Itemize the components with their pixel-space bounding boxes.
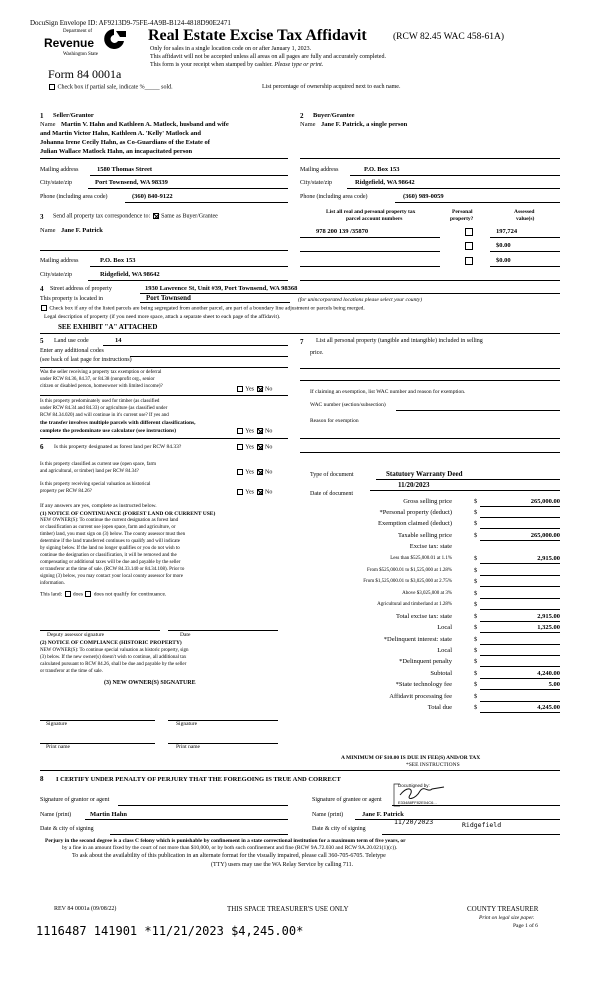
accessibility-line: To ask about the availability of this publication in an alternate format for the visually impaired, please call 360-705-6705. Teletype bbox=[72, 853, 386, 859]
dollar-sign: $ bbox=[474, 636, 478, 643]
legal-desc-label: Legal description of property (if you need more space, attach a separate sheet to each page of the affidavit). bbox=[44, 314, 281, 320]
tax-row-value[interactable]: 265,000.00 bbox=[530, 498, 560, 505]
tax-row-label: Total excise tax: state bbox=[395, 613, 452, 620]
dollar-sign: $ bbox=[474, 555, 478, 562]
buyer-heading: Buyer/Grantee bbox=[313, 112, 355, 119]
personal-property-checkbox[interactable] bbox=[465, 242, 473, 250]
buyer-city[interactable]: Ridgefield, WA 98642 bbox=[355, 179, 415, 186]
seller-name-label: Name bbox=[40, 121, 56, 128]
dept-name: Revenue bbox=[44, 36, 95, 50]
corr-name-label: Name bbox=[40, 227, 56, 234]
assessed-col-header: Assessed bbox=[514, 209, 535, 215]
deputy-signature-label: Deputy assessor signature bbox=[47, 632, 105, 638]
tax-row-line bbox=[480, 598, 560, 599]
s6-q1-answer: Yes No bbox=[236, 444, 272, 450]
grantee-date[interactable]: 11/20/2023 bbox=[394, 818, 434, 826]
buyer-mailing-label: Mailing address bbox=[300, 167, 339, 173]
personal-property-checkbox[interactable] bbox=[465, 257, 473, 265]
q2-answer: Yes No bbox=[236, 428, 272, 434]
q2-line: the transfer involves multiple parcels with different classifications, bbox=[40, 420, 196, 426]
tax-row-value[interactable]: 265,000.00 bbox=[530, 532, 560, 539]
dollar-sign: $ bbox=[474, 567, 478, 574]
landuse-label: Land use code bbox=[54, 338, 89, 344]
uninc-note: (for unincorporated locations please select your county) bbox=[298, 297, 423, 303]
buyer-name[interactable]: Jane F. Patrick, a single person bbox=[321, 121, 408, 128]
yes-checkbox[interactable] bbox=[237, 444, 243, 450]
corr-section-number: 3 bbox=[40, 213, 44, 221]
tax-row-line bbox=[480, 540, 560, 541]
tax-row-line bbox=[480, 563, 560, 564]
dollar-sign: $ bbox=[474, 693, 478, 700]
s6-q2: and agricultural, or timber) land per RCW 84.34? bbox=[40, 469, 139, 474]
tax-row-line bbox=[480, 678, 560, 679]
seller-name-line[interactable]: Martin V. Hahn and Kathleen A. Matlock, husband and wife bbox=[61, 121, 229, 128]
grantee-name[interactable]: Jane F. Patrick bbox=[362, 811, 404, 818]
tax-row-label: Local bbox=[437, 647, 452, 654]
notice1-line: continue the designation or classification, it will be removed and the bbox=[40, 553, 177, 558]
dollar-sign: $ bbox=[474, 681, 478, 688]
reason-label: Reason for exemption bbox=[310, 418, 359, 424]
doc-date-label: Date of document bbox=[310, 491, 353, 497]
dollar-sign: $ bbox=[474, 601, 478, 608]
seller-heading: Seller/Grantor bbox=[53, 112, 94, 119]
dollar-sign: $ bbox=[474, 498, 478, 505]
docusign-id: E33488FF82E04C6... bbox=[398, 800, 437, 805]
s6-q3: property per RCW 84.26? bbox=[40, 489, 92, 494]
treasurer-use: THIS SPACE TREASURER'S USE ONLY bbox=[227, 905, 349, 913]
legal-paper-note: Print on legal size paper. bbox=[479, 915, 535, 921]
property-street[interactable]: 1930 Lawrence St, Unit #39, Port Townsend, WA 98368 bbox=[145, 285, 298, 292]
wa-dor-logo-icon bbox=[100, 27, 128, 51]
tax-row-value[interactable]: 4,240.00 bbox=[537, 670, 560, 677]
yes-checkbox[interactable] bbox=[237, 428, 243, 434]
seller-phone[interactable]: (360) 840-9122 bbox=[132, 193, 173, 200]
section8-number: 8 bbox=[40, 775, 44, 783]
tax-row-value[interactable]: 2,915.00 bbox=[537, 555, 560, 562]
dollar-sign: $ bbox=[474, 509, 478, 516]
tax-row-label: Excise tax: state bbox=[409, 543, 452, 550]
dollar-sign: $ bbox=[474, 658, 478, 665]
same-as-buyer-checkbox[interactable] bbox=[153, 213, 159, 219]
notice2-line: calculated pursuant to RCW 84.26, shall be due and payable by the seller bbox=[40, 662, 187, 667]
notice1-title: (1) NOTICE OF CONTINUANCE (FOREST LAND OR CURRENT USE) bbox=[40, 511, 216, 517]
partial-sale-checkbox[interactable] bbox=[49, 84, 55, 90]
tax-row-line bbox=[480, 712, 560, 713]
s6-q3-answer: Yes No bbox=[236, 489, 272, 495]
no-checkbox[interactable] bbox=[257, 489, 263, 495]
assessed-value[interactable]: 197,724 bbox=[496, 228, 518, 235]
seller-phone-label: Phone (including area code) bbox=[40, 194, 108, 200]
header-line-2: This affidavit will not be accepted unless all areas on all pages are fully and accurately completed. bbox=[150, 54, 386, 60]
buyer-section-number: 2 bbox=[300, 112, 304, 120]
seller-mailing[interactable]: 1580 Thomas Street bbox=[97, 166, 153, 173]
seller-city[interactable]: Port Townsend, WA 98339 bbox=[95, 179, 168, 186]
tax-row-line bbox=[480, 689, 560, 690]
grantor-date-label: Date & city of signing bbox=[40, 826, 94, 832]
tax-row-value[interactable]: 2,915.00 bbox=[537, 613, 560, 620]
notice1-line: by signing below. If the land no longer qualifies or you do not wish to bbox=[40, 546, 180, 551]
yes-checkbox[interactable] bbox=[237, 386, 243, 392]
tax-row-label: Taxable selling price bbox=[397, 532, 452, 539]
located-label: This property is located in bbox=[40, 296, 103, 302]
grantee-city[interactable]: Ridgefield bbox=[462, 821, 502, 829]
q2-line: RCW 84.34.020) and will continue in it's current use? If yes and bbox=[40, 413, 169, 418]
personal-property-label: List all personal property (tangible and intangible) included in selling bbox=[316, 338, 483, 344]
receipt-stamp: 1116487 141901 *11/21/2023 $4,245.00* bbox=[36, 924, 304, 938]
yes-checkbox[interactable] bbox=[237, 469, 243, 475]
form-number: Form 84 0001a bbox=[48, 67, 122, 81]
divider bbox=[40, 158, 288, 159]
tax-row-label: Local bbox=[437, 624, 452, 631]
dollar-sign: $ bbox=[474, 670, 478, 677]
tax-row-label: Subtotal bbox=[430, 670, 452, 677]
no-checkbox[interactable] bbox=[257, 444, 263, 450]
tax-row-line bbox=[480, 528, 560, 529]
grantee-name-label: Name (print) bbox=[312, 812, 344, 818]
corr-mailing-label: Mailing address bbox=[40, 258, 79, 264]
q1-answer: Yes No bbox=[236, 386, 272, 392]
tax-row-label: From $525,000.01 to $1,525,000 at 1.28% bbox=[367, 568, 452, 573]
grantor-name[interactable]: Martin Hahn bbox=[90, 811, 128, 818]
grantee-sig-label: Signature of grantee or agent bbox=[312, 797, 382, 803]
buyer-city-label: City/state/zip bbox=[300, 180, 332, 186]
tax-row-line bbox=[480, 506, 560, 507]
accessibility-line: (TTY) users may use the WA Relay Service by calling 711. bbox=[211, 862, 354, 868]
yes-checkbox[interactable] bbox=[237, 489, 243, 495]
ownership-note: List percentage of ownership acquired next to each name. bbox=[262, 84, 401, 90]
see-back-note: (see back of last page for instructions) bbox=[40, 357, 132, 363]
tax-row-value[interactable]: 1,325.00 bbox=[537, 624, 560, 631]
seller-city-label: City/state/zip bbox=[40, 180, 72, 186]
header-line-1: Only for sales in a single location code on or after January 1, 2023. bbox=[150, 46, 312, 52]
personal-col-header: property? bbox=[450, 216, 474, 222]
certify-statement: I CERTIFY UNDER PENALTY OF PERJURY THAT THE FOREGOING IS TRUE AND CORRECT bbox=[56, 776, 341, 783]
personal-col-header: Personal bbox=[452, 209, 473, 215]
tax-row-label: Exemption claimed (deduct) bbox=[377, 520, 452, 527]
q2-line: complete the predominate use calculator (see instructions) bbox=[40, 428, 177, 434]
tax-row-label: Affidavit processing fee bbox=[389, 693, 452, 700]
dollar-sign: $ bbox=[474, 647, 478, 654]
s6-q1: Is this property designated as forest land per RCW 84.33? bbox=[54, 444, 182, 450]
dollar-sign: $ bbox=[474, 624, 478, 631]
parcel-col-header: List all real and personal property tax bbox=[326, 209, 416, 215]
corr-name[interactable]: Jane F. Patrick bbox=[61, 227, 103, 234]
notice1-line: signing (3) below, you may contact your local county assessor for more bbox=[40, 574, 183, 579]
personal-property-checkbox[interactable] bbox=[465, 228, 473, 236]
tax-row-label: *State technology fee bbox=[395, 681, 452, 688]
doc-type[interactable]: Statutory Warranty Deed bbox=[386, 470, 463, 478]
q2-line: under RCW 84.34 and 84.33) or agriculture (as classified under bbox=[40, 406, 168, 411]
dollar-sign: $ bbox=[474, 520, 478, 527]
notice1-line: or transferor at the time of sale. (RCW 84.33.140 or 84.34.108). Prior to bbox=[40, 567, 185, 572]
form-title: Real Estate Excise Tax Affidavit bbox=[148, 27, 367, 44]
property-location-select[interactable]: Port Townsend bbox=[146, 294, 191, 302]
corr-city-label: City/state/zip bbox=[40, 272, 72, 278]
tax-row-line bbox=[480, 644, 560, 645]
wac-label: WAC number (section/subsection) bbox=[310, 402, 386, 408]
landuse-code[interactable]: 14 bbox=[115, 337, 122, 344]
header-line-3: This form is your receipt when stamped by cashier. Please type or print. bbox=[150, 62, 324, 68]
notice2-line: (3) below. If the new owner(s) doesn't wish to continue, all additional tax bbox=[40, 655, 187, 660]
tax-row-label: Total due bbox=[427, 704, 452, 711]
seller-mailing-label: Mailing address bbox=[40, 167, 79, 173]
if-any-note: If any answers are yes, complete as instructed below. bbox=[40, 503, 157, 509]
deputy-date-label: Date bbox=[180, 632, 191, 638]
form-rcw: (RCW 82.45 WAC 458-61A) bbox=[393, 32, 505, 42]
parcel-number[interactable]: 978 200 139 /35870 bbox=[316, 228, 369, 235]
buyer-name-label: Name bbox=[300, 121, 316, 128]
notice2-title: (2) NOTICE OF COMPLIANCE (HISTORIC PROPERTY) bbox=[40, 640, 182, 646]
buyer-phone[interactable]: (360) 989-0059 bbox=[403, 193, 444, 200]
q1-line: Was the seller receiving a property tax exemption or deferral bbox=[40, 370, 162, 375]
exemption-label: If claiming an exemption, list WAC number and reason for exemption. bbox=[310, 389, 466, 395]
tax-row-line bbox=[480, 655, 560, 656]
q1-line: citizen or disabled person, homeowner with limited income)? bbox=[40, 384, 163, 389]
docusigned-label: DocuSigned by: bbox=[398, 783, 430, 788]
perjury-line: by a fine in an amount fixed by the court of not more than $10,000, or by both such confinement and fine (RCW 9A.72.030 and RCW 9A.20.021(1)(c)). bbox=[62, 845, 398, 851]
corr-city[interactable]: Ridgefield, WA 98642 bbox=[100, 271, 160, 278]
perjury-line: Perjury in the second degree is a class C felony which is punishable by confinement in a state correctional institution for a maximum term of five years, or bbox=[45, 838, 406, 844]
dollar-sign: $ bbox=[474, 704, 478, 711]
tax-row-value[interactable]: 5.00 bbox=[548, 681, 560, 688]
tax-row-line bbox=[480, 575, 560, 576]
no-checkbox[interactable] bbox=[257, 469, 263, 475]
grantor-name-label: Name (print) bbox=[40, 812, 72, 818]
tax-row-line bbox=[480, 621, 560, 622]
seller-section-number: 1 bbox=[40, 112, 44, 120]
s6-q2-answer: Yes No bbox=[236, 469, 272, 475]
new-owner-signature-title: (3) NEW OWNER(S) SIGNATURE bbox=[104, 680, 196, 686]
minimum-note: A MINIMUM OF $10.00 IS DUE IN FEE(S) AND/OR TAX bbox=[341, 755, 481, 761]
q2-line: Is this property predominately used for timber (as classified bbox=[40, 399, 160, 404]
dollar-sign: $ bbox=[474, 532, 478, 539]
doc-type-label: Type of document bbox=[310, 472, 354, 478]
landuse-section-number: 5 bbox=[40, 337, 44, 345]
notice1-line: information. bbox=[40, 581, 65, 586]
assessed-value[interactable]: $0.00 bbox=[496, 242, 511, 249]
seller-name-line[interactable]: Julian Wallace Matlock Hahn, an incapacitated person bbox=[40, 148, 193, 155]
signature-label: Signature bbox=[46, 721, 68, 727]
segregated-checkbox[interactable] bbox=[41, 305, 47, 311]
no-checkbox[interactable] bbox=[257, 386, 263, 392]
s6-q3: Is this property receiving special valuation as historical bbox=[40, 482, 151, 487]
tax-row-line bbox=[480, 632, 560, 633]
signature-label: Signature bbox=[176, 721, 198, 727]
tax-row-label: Less than $525,000.01 at 1.1% bbox=[390, 556, 452, 561]
legal-description[interactable]: SEE EXHIBIT "A" ATTACHED bbox=[58, 323, 158, 331]
seller-name-line[interactable]: and Martin Victor Hahn, Kathleen A. 'Kelly' Matlock and bbox=[40, 130, 201, 137]
doc-date[interactable]: 11/20/2023 bbox=[398, 481, 430, 489]
county-treasurer: COUNTY TREASURER bbox=[467, 905, 539, 913]
tax-row-label: Agricultural and timberland at 1.28% bbox=[377, 602, 452, 607]
corr-label: Send all property tax correspondence to: Same as Buyer/Grantee bbox=[53, 213, 218, 220]
assessed-value[interactable]: $0.00 bbox=[496, 257, 511, 264]
notice2-line: NEW OWNER(S): To continue special valuation as historic property, sign bbox=[40, 648, 189, 653]
parcel-col-header: parcel account numbers bbox=[346, 216, 403, 222]
dept-label: Department of bbox=[63, 29, 93, 34]
dollar-sign: $ bbox=[474, 590, 478, 597]
tax-row-line bbox=[480, 701, 560, 702]
dollar-sign: $ bbox=[474, 578, 478, 585]
additional-codes-label: Enter any additional codes bbox=[40, 348, 104, 354]
tax-row-label: *Delinquent interest: state bbox=[383, 636, 452, 643]
buyer-phone-label: Phone (including area code) bbox=[300, 194, 368, 200]
tax-row-label: *Delinquent penalty bbox=[399, 658, 452, 665]
notice1-line: or classification as current use (open space, farm and agriculture, or bbox=[40, 525, 176, 530]
no-checkbox[interactable] bbox=[257, 428, 263, 434]
notice1-line: determine if the land transferred continues to qualify and will indicate bbox=[40, 539, 180, 544]
price-label: price. bbox=[310, 350, 324, 356]
s6-q2: Is this property classified as current use (open space, farm bbox=[40, 462, 157, 467]
see-instructions: *SEE INSTRUCTIONS bbox=[406, 762, 460, 768]
tax-row-label: *Personal property (deduct) bbox=[379, 509, 452, 516]
envelope-id: DocuSign Envelope ID: AF9213D9-75FE-4A9B-B124-4818D90E2471 bbox=[30, 19, 231, 27]
grantee-date-label: Date & city of signing bbox=[312, 826, 366, 832]
tax-row-line bbox=[480, 517, 560, 518]
tax-row-label: Gross selling price bbox=[403, 498, 452, 505]
print-name-label: Print name bbox=[176, 744, 200, 750]
rev-number: REV 84 0001a (09/08/22) bbox=[54, 906, 117, 912]
section6-number: 6 bbox=[40, 443, 44, 451]
notice1-line: NEW OWNER(S): To continue the current designation as forest land bbox=[40, 518, 179, 523]
q1-line: under RCW 84.36, 84.37, or 84.38 (nonprofit org., senior bbox=[40, 377, 155, 382]
notice1-line: compensating or additional taxes will be due and payable by the seller bbox=[40, 560, 181, 565]
corr-mailing[interactable]: P.O. Box 153 bbox=[100, 257, 136, 264]
dollar-sign: $ bbox=[474, 613, 478, 620]
buyer-mailing[interactable]: P.O. Box 153 bbox=[364, 166, 400, 173]
does-not-checkbox[interactable] bbox=[85, 591, 91, 597]
tax-row-line bbox=[480, 609, 560, 610]
tax-row-line bbox=[480, 586, 560, 587]
dept-state: Washington State bbox=[63, 52, 99, 57]
street-label: Street address of property bbox=[50, 286, 112, 292]
property-section-number: 4 bbox=[40, 285, 44, 293]
print-name-label: Print name bbox=[46, 744, 70, 750]
tax-row-value[interactable]: 4,245.00 bbox=[537, 704, 560, 711]
notice2-line: or transferor at the time of sale. bbox=[40, 669, 103, 674]
partial-sale[interactable]: Check box if partial sale, indicate %_____ sold. bbox=[48, 84, 173, 90]
assessed-col-header: value(s) bbox=[516, 216, 535, 222]
grantor-sig-label: Signature of grantor or agent bbox=[40, 797, 110, 803]
tax-row-line bbox=[480, 666, 560, 667]
does-checkbox[interactable] bbox=[65, 591, 71, 597]
segregated: Check box if any of the listed parcels are being segregated from another parcel, are part of a boundary line adjustment or parcels being merged. bbox=[40, 305, 365, 311]
continuance: This land: does does not qualify for continuance. bbox=[40, 591, 167, 598]
notice1-line: timber) land, you must sign on (3) below. The county assessor must then bbox=[40, 532, 186, 537]
section7-number: 7 bbox=[300, 338, 304, 346]
page-number: Page 1 of 6 bbox=[513, 923, 538, 929]
tax-row-label: Above $3,025,000 at 3% bbox=[402, 591, 452, 596]
seller-name-line[interactable]: Johanna Irene Cecily Hahn, as Co-Guardians of the Estate of bbox=[40, 139, 210, 146]
tax-row-label: From $1,525,000.01 to $3,025,000 at 2.75% bbox=[363, 579, 452, 584]
